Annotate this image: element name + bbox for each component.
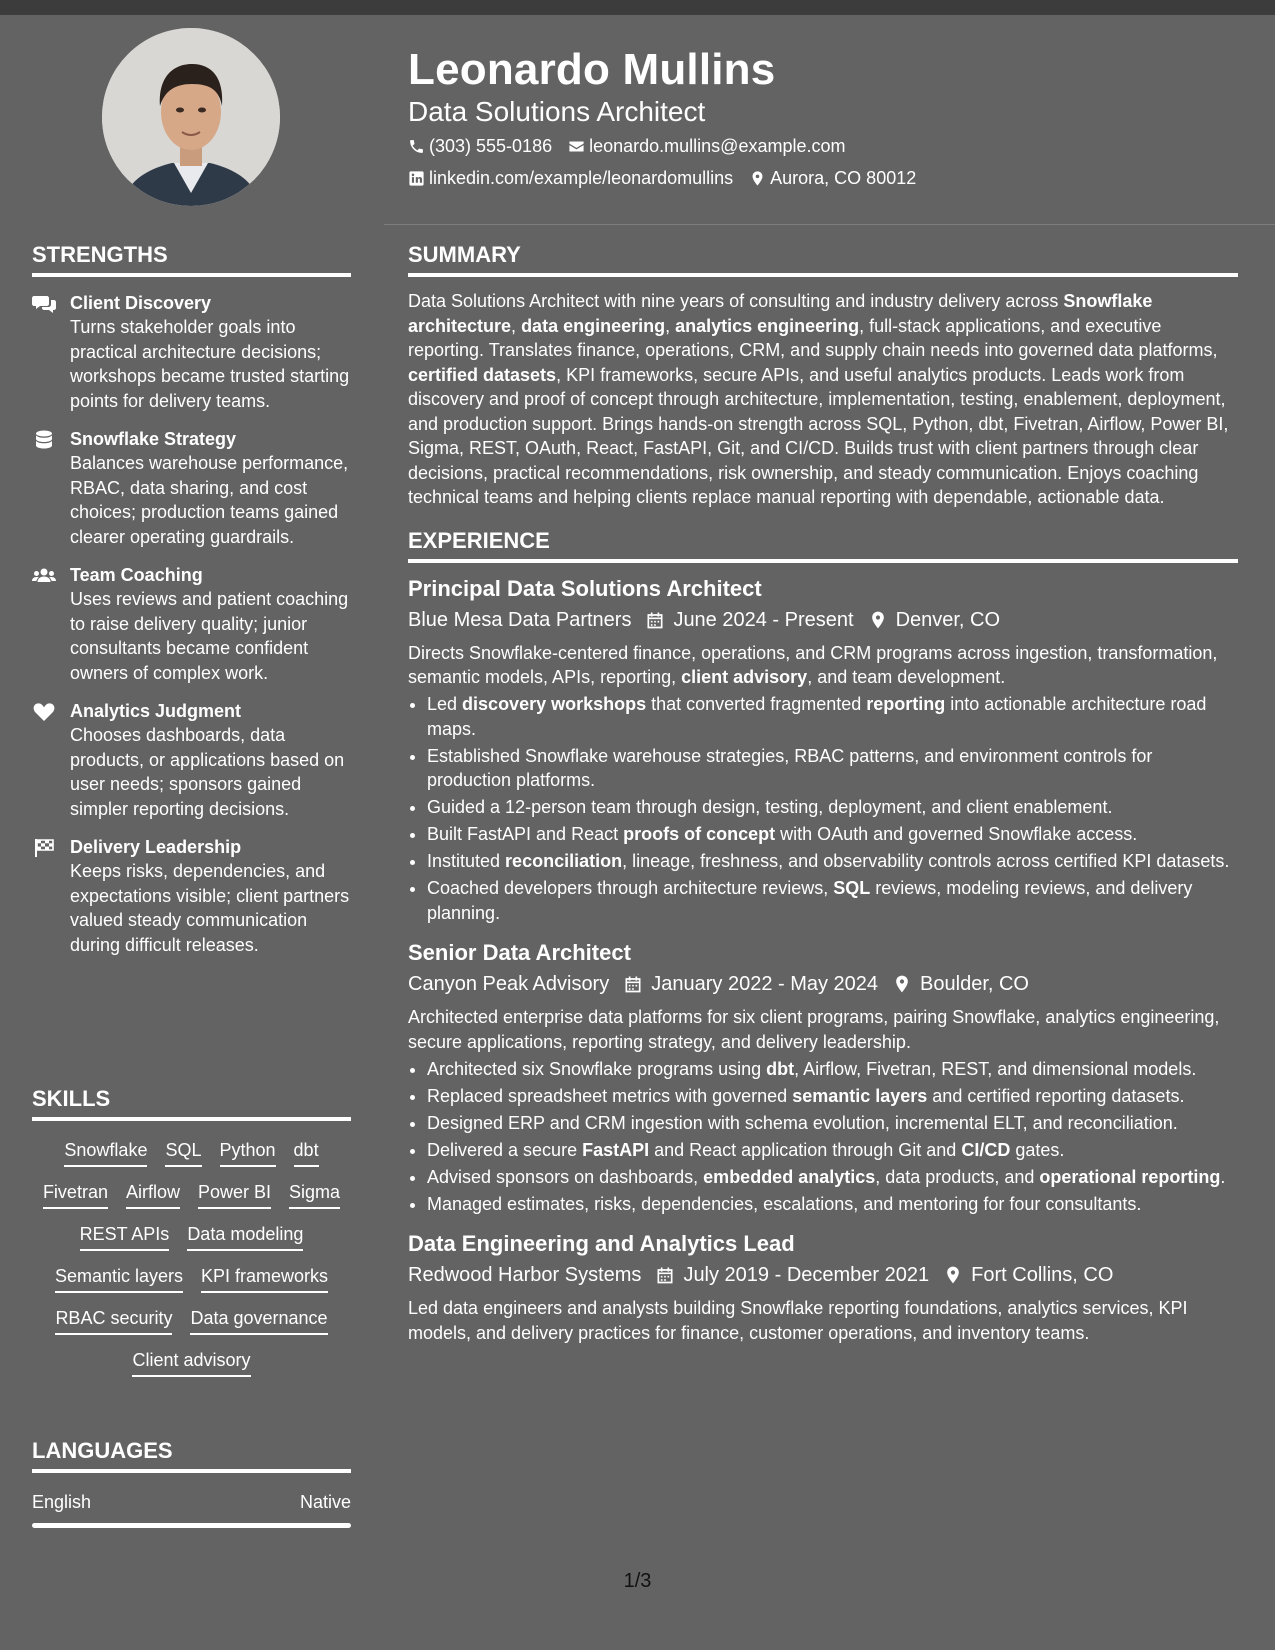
contact-row-secondary: [408, 166, 916, 190]
skills-section: [32, 1085, 351, 1377]
strength-item: [32, 699, 351, 821]
language-row: [32, 1490, 351, 1514]
strength-desc: Chooses dashboards, data products, or applications based on user needs; sponsors gained simpler reporting decisions.: [70, 725, 345, 819]
skill-tag: Sigma: [289, 1180, 340, 1209]
languages-heading: LANGUAGES: [32, 1437, 351, 1473]
job-description: Architected enterprise data platforms for six client programs, pairing Snowflake, analytics engineering, secure applications, reporting strategy, and delivery leadership.: [408, 1007, 1220, 1052]
strength-title: Snowflake Strategy: [70, 429, 237, 449]
skill-list: [32, 1138, 351, 1377]
job-bullet: • Built FastAPI and React proofs of concept with OAuth and governed Snowflake access.: [427, 822, 1238, 847]
languages-section: [32, 1437, 351, 1528]
contact-email[interactable]: [568, 134, 845, 158]
job-bullets: [408, 1057, 1238, 1217]
heart-icon: [32, 702, 56, 722]
experience-heading: EXPERIENCE: [408, 527, 1238, 563]
job-bullet: • Designed ERP and CRM ingestion with schema evolution, incremental ELT, and reconciliation.: [427, 1111, 1238, 1136]
job-description: Led data engineers and analysts building Snowflake reporting foundations, analytics services, KPI models, and delivery practices for finance, customer operations, and inventory teams.: [408, 1298, 1188, 1343]
linkedin-text: linkedin.com/example/leonardomullins: [429, 168, 734, 188]
job-bullets: [408, 692, 1238, 925]
job-meta: [408, 971, 1238, 997]
page-indicator: 1/3: [623, 1570, 652, 1592]
job-company: Blue Mesa Data Partners: [408, 608, 632, 631]
skill-tag: SQL: [165, 1138, 201, 1167]
strength-title: Client Discovery: [70, 293, 212, 313]
calendar-icon: [645, 610, 665, 630]
skill-tag: Data modeling: [187, 1222, 303, 1251]
strength-desc: Keeps risks, dependencies, and expectations visible; client partners valued steady communication during difficult releases.: [70, 861, 350, 955]
skill-tag: Snowflake: [64, 1138, 147, 1167]
job-bullet: • Replaced spreadsheet metrics with governed semantic layers and certified reporting datasets.: [427, 1084, 1238, 1109]
profile-photo: [102, 28, 280, 206]
summary-section: [408, 241, 1238, 510]
experience-section: [408, 527, 1238, 1346]
candidate-title: Data Solutions Architect: [408, 96, 706, 127]
skill-tag: Data governance: [190, 1306, 327, 1335]
skill-tag: REST APIs: [80, 1222, 170, 1251]
skill-tag: RBAC security: [55, 1306, 172, 1335]
skill-tag: Semantic layers: [55, 1264, 183, 1293]
job-entry: [408, 1230, 1238, 1345]
phone-text: (303) 555-0186: [429, 136, 553, 156]
strength-item: [32, 563, 351, 685]
summary-text: Data Solutions Architect with nine years of consulting and industry delivery across Snowflake architecture, data engineering, analytics engineering, full-stack applications, and executive reporting. Translates finance, operations, CRM, and supply chain needs into governed data platforms, certified datasets, KPI frameworks, secure APIs, and useful analytics products. Leads work from discovery and proof of concept through architecture, implementation, testing, enablement, deployment, and production support. Brings hands-on strength across SQL, Python, dbt, Fivetran, Airflow, Power BI, Sigma, REST, OAuth, React, FastAPI, Git, and CI/CD. Builds trust with client partners through clear decisions, practical recommendations, risk ownership, and steady communication. Enjoys coaching technical teams and helping clients replace manual reporting with dependable, actionable data.: [408, 291, 1229, 507]
job-bullet: • Established Snowflake warehouse strategies, RBAC patterns, and environment controls for production platforms.: [427, 744, 1238, 793]
job-title: Senior Data Architect: [408, 940, 631, 965]
top-bar: [0, 0, 1275, 15]
job-bullet: • Managed estimates, risks, dependencies, escalations, and mentoring for four consultants.: [427, 1192, 1238, 1217]
contact-phone[interactable]: [408, 134, 552, 158]
job-bullet: • Advised sponsors on dashboards, embedded analytics, data products, and operational reporting.: [427, 1165, 1238, 1190]
language-level: Native: [299, 1492, 351, 1512]
job-meta: [408, 607, 1238, 633]
candidate-name: Leonardo Mullins: [408, 45, 776, 94]
job-bullet: • Architected six Snowflake programs using dbt, Airflow, Fivetran, REST, and dimensional models.: [427, 1057, 1238, 1082]
contact-linkedin[interactable]: [408, 166, 733, 190]
skill-tag: Fivetran: [43, 1180, 108, 1209]
job-location: Denver, CO: [895, 608, 1001, 631]
job-dates: June 2024 - Present: [673, 608, 854, 631]
flag-checkered-icon: [32, 838, 56, 858]
job-entry: [408, 939, 1238, 1216]
map-marker-icon: [749, 170, 766, 187]
job-meta: [408, 1262, 1238, 1288]
job-dates: July 2019 - December 2021: [683, 1264, 930, 1286]
comments-icon: [32, 294, 56, 314]
strength-item: [32, 291, 351, 413]
strength-title: Team Coaching: [70, 565, 203, 585]
language-name: English: [32, 1492, 92, 1512]
strength-item: [32, 835, 351, 957]
job-bullet: • Instituted reconciliation, lineage, freshness, and observability controls across certified KPI datasets.: [427, 849, 1238, 874]
job-location: Fort Collins, CO: [971, 1264, 1114, 1286]
strengths-heading: STRENGTHS: [32, 241, 351, 277]
skill-tag: KPI frameworks: [201, 1264, 328, 1293]
map-marker-icon: [943, 1265, 963, 1285]
strength-desc: Uses reviews and patient coaching to raise delivery quality; junior consultants became confident owners of complex work.: [70, 589, 349, 683]
job-company: Redwood Harbor Systems: [408, 1264, 642, 1286]
map-marker-icon: [868, 610, 888, 630]
contact-row-primary: [408, 134, 845, 158]
job-dates: January 2022 - May 2024: [651, 973, 879, 995]
users-icon: [32, 566, 56, 586]
database-icon: [32, 430, 56, 450]
skill-tag: Python: [220, 1138, 276, 1167]
main-column: [408, 241, 1238, 1345]
strength-desc: Turns stakeholder goals into practical architecture decisions; workshops became trusted starting points for delivery teams.: [70, 317, 350, 411]
strength-title: Delivery Leadership: [70, 837, 242, 857]
strength-desc: Balances warehouse performance, RBAC, data sharing, and cost choices; production teams gained clearer operating guardrails.: [70, 453, 349, 547]
job-bullet: • Coached developers through architecture reviews, SQL reviews, modeling reviews, and delivery planning.: [427, 876, 1238, 925]
calendar-icon: [623, 974, 643, 994]
job-bullet: • Led discovery workshops that converted fragmented reporting into actionable architecture road maps.: [427, 692, 1238, 741]
summary-heading: SUMMARY: [408, 241, 1238, 277]
strength-title: Analytics Judgment: [70, 701, 242, 721]
skills-heading: SKILLS: [32, 1085, 351, 1121]
skill-tag: Airflow: [126, 1180, 180, 1209]
strengths-section: [32, 241, 351, 957]
job-title: Data Engineering and Analytics Lead: [408, 1231, 795, 1256]
contact-location: [749, 166, 916, 190]
email-text: leonardo.mullins@example.com: [589, 136, 846, 156]
header-divider: [384, 224, 1275, 225]
job-bullet: • Guided a 12-person team through design, testing, deployment, and client enablement.: [427, 795, 1238, 820]
job-location: Boulder, CO: [920, 973, 1029, 995]
envelope-icon: [568, 138, 585, 155]
skill-tag: Power BI: [198, 1180, 271, 1209]
strength-item: [32, 427, 351, 549]
map-marker-icon: [892, 974, 912, 994]
job-description: Directs Snowflake-centered finance, operations, and CRM programs across ingestion, transformation, semantic models, APIs, reporting, client advisory, and team development.: [408, 642, 1218, 687]
phone-icon: [408, 138, 425, 155]
job-entry: [408, 575, 1238, 926]
calendar-icon: [655, 1265, 675, 1285]
location-text: Aurora, CO 80012: [770, 168, 917, 188]
linkedin-icon: [408, 170, 425, 187]
skill-tag: dbt: [294, 1138, 319, 1167]
job-title: Principal Data Solutions Architect: [408, 575, 762, 601]
job-company: Canyon Peak Advisory: [408, 973, 610, 995]
job-bullet: • Delivered a secure FastAPI and React application through Git and CI/CD gates.: [427, 1138, 1238, 1163]
skill-tag: Client advisory: [132, 1348, 250, 1377]
language-proficiency-bar: [32, 1523, 351, 1528]
